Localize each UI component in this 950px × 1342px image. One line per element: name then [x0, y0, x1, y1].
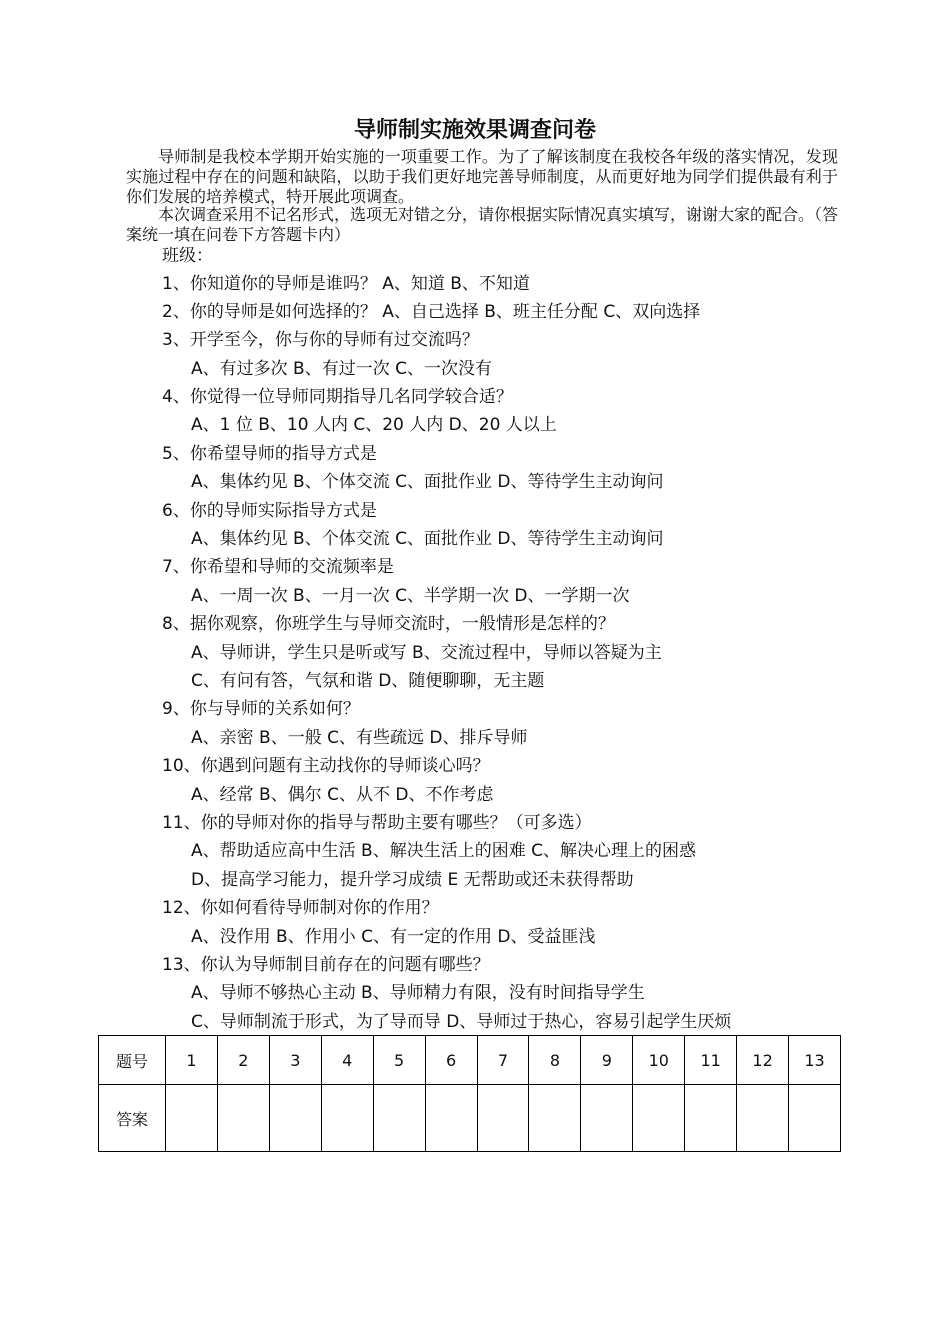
question-number-cell: 12 [737, 1036, 789, 1085]
question-12: 12、你如何看待导师制对你的作用？ [162, 898, 439, 918]
answer-cell[interactable] [529, 1085, 581, 1152]
question-number-cell: 8 [529, 1036, 581, 1085]
question-10: 10、你遇到问题有主动找你的导师谈心吗？ [162, 756, 490, 776]
question-7: 7、你希望和导师的交流频率是 [162, 557, 394, 577]
question-11: 11、你的导师对你的指导与帮助主要有哪些？（可多选） [162, 813, 592, 833]
answer-cell[interactable] [477, 1085, 529, 1152]
question-number-cell: 13 [789, 1036, 841, 1085]
answer-cell[interactable] [789, 1085, 841, 1152]
question-1: 1、你知道你的导师是谁吗？ A、知道 B、不知道 [162, 274, 530, 294]
question-7-options: A、一周一次 B、一月一次 C、半学期一次 D、一学期一次 [191, 586, 630, 606]
question-12-options: A、没作用 B、作用小 C、有一定的作用 D、受益匪浅 [191, 927, 596, 947]
question-5: 5、你希望导师的指导方式是 [162, 444, 377, 464]
intro-paragraph-2: 本次调查采用不记名形式，选项无对错之分，请你根据实际情况真实填写，谢谢大家的配合。（答案统一填在问卷下方答题卡内） [126, 205, 839, 244]
question-number-cell: 6 [425, 1036, 477, 1085]
question-13-options-b: C、导师制流于形式，为了导而导 D、导师过于热心，容易引起学生厌烦 [191, 1012, 732, 1032]
question-5-options: A、集体约见 B、个体交流 C、面批作业 D、等待学生主动询问 [191, 472, 664, 492]
question-number-cell: 1 [166, 1036, 218, 1085]
answer-card-number-header: 题号 [99, 1036, 166, 1085]
question-number-cell: 4 [321, 1036, 373, 1085]
question-number-cell: 10 [633, 1036, 685, 1085]
answer-cell[interactable] [737, 1085, 789, 1152]
question-2: 2、你的导师是如何选择的？ A、自己选择 B、班主任分配 C、双向选择 [162, 302, 701, 322]
question-8-options-b: C、有问有答，气氛和谐 D、随便聊聊，无主题 [191, 671, 545, 691]
answer-cell[interactable] [269, 1085, 321, 1152]
answer-cell[interactable] [166, 1085, 218, 1152]
answer-card-answer-row [99, 1085, 841, 1152]
question-6: 6、你的导师实际指导方式是 [162, 501, 377, 521]
answer-cell[interactable] [425, 1085, 477, 1152]
question-number-cell: 3 [269, 1036, 321, 1085]
question-9-options: A、亲密 B、一般 C、有些疏远 D、排斥导师 [191, 728, 528, 748]
question-4-options: A、1 位 B、10 人内 C、20 人内 D、20 人以上 [191, 415, 557, 435]
question-number-cell: 5 [373, 1036, 425, 1085]
question-13: 13、你认为导师制目前存在的问题有哪些？ [162, 955, 490, 975]
question-number-cell: 11 [685, 1036, 737, 1085]
question-3-options: A、有过多次 B、有过一次 C、一次没有 [191, 359, 492, 379]
question-11-options-a: A、帮助适应高中生活 B、解决生活上的困难 C、解决心理上的困惑 [191, 841, 696, 861]
answer-cell[interactable] [321, 1085, 373, 1152]
question-13-options-a: A、导师不够热心主动 B、导师精力有限，没有时间指导学生 [191, 983, 645, 1003]
question-number-cell: 7 [477, 1036, 529, 1085]
page-title: 导师制实施效果调查问卷 [353, 118, 596, 143]
question-3: 3、开学至今，你与你的导师有过交流吗？ [162, 330, 479, 350]
answer-card-table [98, 1035, 841, 1152]
question-8: 8、据你观察，你班学生与导师交流时，一般情形是怎样的？ [162, 614, 615, 634]
question-4: 4、你觉得一位导师同期指导几名同学较合适？ [162, 387, 513, 407]
answer-card-number-row [99, 1036, 841, 1085]
class-label: 班级： [162, 246, 213, 266]
question-11-options-b: D、提高学习能力，提升学习成绩 E 无帮助或还未获得帮助 [191, 870, 634, 890]
question-9: 9、你与导师的关系如何？ [162, 699, 360, 719]
answer-cell[interactable] [373, 1085, 425, 1152]
question-number-cell: 2 [217, 1036, 269, 1085]
question-6-options: A、集体约见 B、个体交流 C、面批作业 D、等待学生主动询问 [191, 529, 664, 549]
answer-card-answer-header: 答案 [99, 1085, 166, 1152]
answer-cell[interactable] [581, 1085, 633, 1152]
question-number-cell: 9 [581, 1036, 633, 1085]
answer-cell[interactable] [217, 1085, 269, 1152]
question-8-options-a: A、导师讲，学生只是听或写 B、交流过程中，导师以答疑为主 [191, 643, 662, 663]
answer-cell[interactable] [633, 1085, 685, 1152]
intro-paragraph-1: 导师制是我校本学期开始实施的一项重要工作。为了了解该制度在我校各年级的落实情况，发现实施过程中存在的问题和缺陷，以助于我们更好地完善导师制度，从而更好地为同学们提供最有利于你们发展的培养模式，特开展此项调查。 [126, 147, 838, 206]
question-10-options: A、经常 B、偶尔 C、从不 D、不作考虑 [191, 785, 494, 805]
answer-cell[interactable] [685, 1085, 737, 1152]
